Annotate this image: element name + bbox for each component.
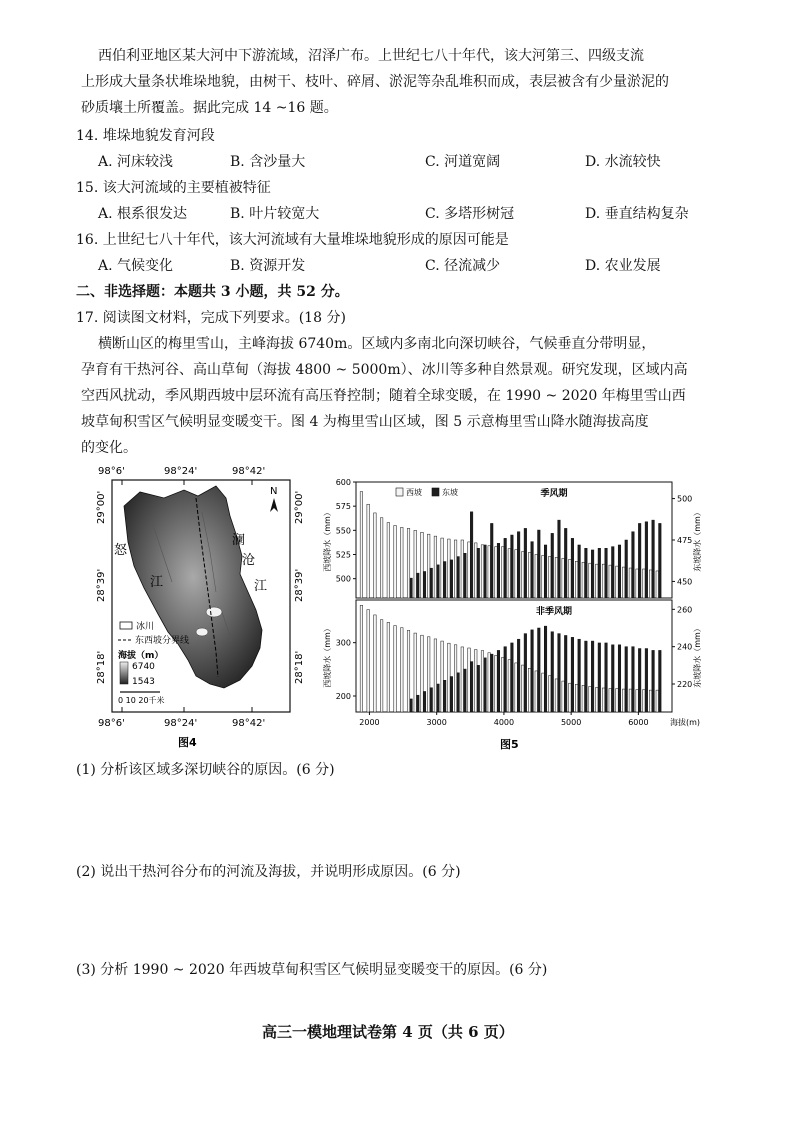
east-slope-bar <box>524 634 527 712</box>
east-slope-bar <box>591 550 594 598</box>
west-slope-bar <box>656 571 659 598</box>
elevation-legend-max: 6740 <box>132 662 155 672</box>
scale-bar-label: 0 10 20千米 <box>118 696 165 705</box>
east-slope-bar <box>618 545 621 598</box>
east-slope-bar <box>625 540 628 598</box>
east-slope-bar <box>551 632 554 712</box>
east-slope-bar <box>645 522 648 598</box>
west-slope-bar <box>401 527 404 598</box>
east-slope-bar <box>618 645 621 712</box>
question-14-stem: 14. 堆垛地貌发育河段 <box>76 128 215 144</box>
west-slope-bar <box>616 566 619 598</box>
lat-label-left-1: 29°00' <box>96 490 107 524</box>
glacier-legend-label: 冰川 <box>136 622 155 632</box>
west-slope-bar <box>360 492 363 598</box>
river-label-nujiang-1: 怒 <box>114 543 128 558</box>
passage-line-3: 砂质壤土所覆盖。据此完成 14 ~16 题。 <box>81 100 338 116</box>
west-slope-bar <box>367 504 370 598</box>
east-slope-bar <box>517 639 520 712</box>
y-axis-label-right: 东坡降水（mm） <box>693 624 702 688</box>
glacier-patch <box>196 628 208 636</box>
east-slope-bar <box>531 542 534 598</box>
east-slope-bar <box>450 677 453 712</box>
west-slope-bar <box>522 552 525 598</box>
east-slope-bar <box>632 647 635 712</box>
west-slope-bar <box>602 564 605 598</box>
q17-line-2: 孕育有干热河谷、高山草甸（海拔 4800 ~ 5000m）、冰川等多种自然景观。研究发现，区域内高 <box>81 362 688 378</box>
y-tick-label-left: 525 <box>335 550 351 560</box>
y-tick-label-right: 240 <box>677 642 693 652</box>
east-slope-bar <box>484 545 487 598</box>
east-slope-bar <box>504 647 507 712</box>
east-slope-bar <box>417 695 420 712</box>
west-slope-bar <box>582 685 585 712</box>
lat-label-right-1: 29°00' <box>294 490 305 524</box>
east-slope-bar <box>564 635 567 712</box>
west-slope-bar <box>387 523 390 598</box>
west-slope-bar <box>528 553 531 598</box>
west-slope-bar <box>569 559 572 598</box>
west-slope-bar <box>656 690 659 712</box>
west-slope-bar <box>575 561 578 598</box>
east-slope-bar <box>578 545 581 598</box>
west-slope-bar <box>414 633 417 712</box>
east-slope-bar <box>585 641 588 712</box>
west-slope-bar <box>522 665 525 712</box>
east-slope-bar <box>531 630 534 712</box>
west-slope-bar <box>535 671 538 712</box>
x-tick-label: 4000 <box>493 718 515 727</box>
west-slope-bar <box>609 565 612 598</box>
east-slope-bar <box>490 654 493 712</box>
river-label-lancang-2: 沧 <box>242 553 256 568</box>
west-slope-bar <box>555 679 558 712</box>
west-slope-bar <box>602 688 605 712</box>
x-tick-label: 3000 <box>426 718 447 727</box>
west-slope-bar <box>542 555 545 598</box>
east-slope-bar <box>558 634 561 712</box>
east-slope-bar <box>511 535 514 598</box>
east-slope-bar <box>585 548 588 598</box>
legend-east-label: 东坡 <box>442 488 458 497</box>
west-slope-bar <box>488 653 491 712</box>
y-tick-label-left: 575 <box>335 502 351 512</box>
west-slope-bar <box>555 557 558 598</box>
lon-label-top-1: 98°6' <box>98 466 125 477</box>
figure-4-map <box>92 462 310 752</box>
y-tick-label-right: 260 <box>677 605 693 615</box>
lat-label-right-3: 28°18' <box>294 650 305 684</box>
glacier-legend-swatch <box>120 622 132 629</box>
west-slope-bar <box>441 641 444 712</box>
east-slope-bar <box>437 684 440 712</box>
question-14-option-a[interactable]: A. 河床较浅 <box>98 154 174 170</box>
east-slope-bar <box>652 650 655 712</box>
legend-east-swatch <box>432 488 439 496</box>
lon-label-top-3: 98°42' <box>232 466 266 477</box>
west-slope-bar <box>582 562 585 598</box>
y-tick-label-left: 300 <box>335 638 351 648</box>
west-slope-bar <box>542 673 545 712</box>
west-slope-bar <box>380 518 383 598</box>
west-slope-bar <box>562 558 565 598</box>
west-slope-bar <box>468 542 471 598</box>
q17-sub-3: (3) 分析 1990 ~ 2020 年西坡草甸积雪区气候明显变暖变干的原因。(6 分) <box>76 962 548 978</box>
west-slope-bar <box>387 622 390 712</box>
east-slope-bar <box>504 538 507 598</box>
east-slope-bar <box>524 528 527 598</box>
east-slope-bar <box>558 520 561 598</box>
west-slope-bar <box>427 534 430 598</box>
east-slope-bar <box>645 649 648 712</box>
chart-panel-title: 非季风期 <box>535 607 573 617</box>
west-slope-bar <box>434 639 437 712</box>
question-16-option-c[interactable]: C. 径流减少 <box>425 258 501 274</box>
west-slope-bar <box>481 651 484 712</box>
west-slope-bar <box>501 658 504 712</box>
east-slope-bar <box>423 571 426 598</box>
east-slope-bar <box>625 647 628 712</box>
east-slope-bar <box>410 578 413 598</box>
east-slope-bar <box>443 680 446 712</box>
east-slope-bar <box>490 523 493 598</box>
west-slope-bar <box>434 536 437 598</box>
west-slope-bar <box>643 690 646 712</box>
west-slope-bar <box>629 689 632 712</box>
west-slope-bar <box>414 530 417 598</box>
question-15-option-a[interactable]: A. 根系很发达 <box>98 206 188 222</box>
east-slope-bar <box>457 673 460 712</box>
east-slope-bar <box>470 662 473 712</box>
q17-sub-1: (1) 分析该区域多深切峡谷的原因。(6 分) <box>76 762 335 778</box>
east-slope-bar <box>578 639 581 712</box>
y-axis-label-left: 西坡降水（mm） <box>323 508 332 572</box>
section-2-heading: 二、非选择题：本题共 3 小题，共 52 分。 <box>76 284 349 300</box>
west-slope-bar <box>454 645 457 712</box>
west-slope-bar <box>501 547 504 598</box>
question-15-option-b[interactable]: B. 叶片较宽大 <box>230 206 320 222</box>
east-slope-bar <box>652 520 655 598</box>
y-tick-label-right: 500 <box>677 494 693 504</box>
y-axis-label-left: 西坡降水（mm） <box>323 624 332 688</box>
question-16-option-b[interactable]: B. 资源开发 <box>230 258 306 274</box>
west-slope-bar <box>636 690 639 712</box>
east-slope-bar <box>611 547 614 598</box>
west-slope-bar <box>515 550 518 598</box>
east-slope-bar <box>497 650 500 712</box>
question-15-stem: 15. 该大河流域的主要植被特征 <box>76 180 271 196</box>
east-slope-bar <box>544 626 547 712</box>
west-slope-bar <box>508 549 511 598</box>
question-16-option-d[interactable]: D. 农业发展 <box>585 258 661 274</box>
west-slope-bar <box>508 660 511 712</box>
west-slope-bar <box>595 687 598 712</box>
y-tick-label-right: 475 <box>677 536 693 545</box>
lat-label-left-3: 28°18' <box>96 650 107 684</box>
east-slope-bar <box>470 512 473 598</box>
east-slope-bar <box>538 628 541 712</box>
east-slope-bar <box>437 565 440 598</box>
question-16-stem: 16. 上世纪七八十年代，该大河流域有大量堆垛地貌形成的原因可能是 <box>76 232 509 248</box>
east-slope-bar <box>551 533 554 598</box>
west-slope-bar <box>495 655 498 712</box>
east-slope-bar <box>659 650 662 712</box>
x-tick-label: 6000 <box>628 718 649 727</box>
west-slope-bar <box>374 615 377 712</box>
west-slope-bar <box>528 668 531 712</box>
west-slope-bar <box>616 689 619 712</box>
east-slope-bar <box>423 691 426 712</box>
west-slope-bar <box>515 663 518 712</box>
question-14-option-b[interactable]: B. 含沙量大 <box>230 154 306 170</box>
east-slope-bar <box>450 560 453 598</box>
west-slope-bar <box>441 538 444 598</box>
west-slope-bar <box>643 569 646 598</box>
west-slope-bar <box>394 626 397 712</box>
question-14-option-c[interactable]: C. 河道宽阔 <box>425 154 501 170</box>
east-slope-bar <box>511 643 514 712</box>
y-tick-label-right: 220 <box>677 680 693 689</box>
east-slope-bar <box>517 532 520 598</box>
west-slope-bar <box>360 605 363 712</box>
east-slope-bar <box>638 523 641 598</box>
west-slope-bar <box>474 650 477 712</box>
legend-west-swatch <box>396 488 403 496</box>
west-slope-bar <box>548 676 551 712</box>
west-slope-bar <box>401 628 404 712</box>
east-slope-bar <box>632 532 635 598</box>
west-slope-bar <box>548 556 551 598</box>
river-label-nujiang-2: 江 <box>150 575 164 590</box>
west-slope-bar <box>407 630 410 712</box>
east-slope-bar <box>430 568 433 598</box>
east-slope-bar <box>611 645 614 712</box>
question-15-option-c[interactable]: C. 多塔形树冠 <box>425 206 515 222</box>
north-label: N <box>270 486 278 497</box>
divide-legend-label: 东西坡分界线 <box>135 636 190 646</box>
elevation-legend-title: 海拔（m） <box>118 651 164 661</box>
east-slope-bar <box>477 548 480 598</box>
river-label-lancang-3: 江 <box>254 579 268 594</box>
east-slope-bar <box>544 545 547 598</box>
west-slope-bar <box>595 564 598 598</box>
west-slope-bar <box>488 546 491 598</box>
west-slope-bar <box>407 528 410 598</box>
q17-sub-2: (2) 说出干热河谷分布的河流及海拔，并说明形成原因。(6 分) <box>76 864 461 880</box>
lon-label-top-2: 98°24' <box>164 466 198 477</box>
lon-label-bottom-2: 98°24' <box>164 718 198 729</box>
east-slope-bar <box>443 562 446 598</box>
east-slope-bar <box>571 637 574 712</box>
glacier-patch <box>206 607 222 617</box>
east-slope-bar <box>638 649 641 712</box>
q17-line-3: 空西风扰动，季风期西坡中层环流有高压脊控制；随着全球变暖，在 1990 ~ 2020 年梅里雪山西 <box>81 388 686 404</box>
east-slope-bar <box>484 658 487 712</box>
y-tick-label-left: 500 <box>335 574 351 584</box>
west-slope-bar <box>474 543 477 598</box>
west-slope-bar <box>421 532 424 598</box>
west-slope-bar <box>380 620 383 712</box>
west-slope-bar <box>468 648 471 712</box>
east-slope-bar <box>605 643 608 712</box>
east-slope-bar <box>457 557 460 598</box>
east-slope-bar <box>659 523 662 598</box>
lat-label-left-2: 28°39' <box>96 568 107 602</box>
passage-line-1: 西伯利亚地区某大河中下游流域，沼泽广布。上世纪七八十年代，该大河第三、四级支流 <box>98 48 644 64</box>
west-slope-bar <box>394 526 397 599</box>
chart-panel-title: 季风期 <box>540 489 568 499</box>
q17-line-4: 坡草甸积雪区气候明显变暖变干。图 4 为梅里雪山区域，图 5 示意梅里雪山降水随海拔高度 <box>81 414 649 430</box>
question-17-stem: 17. 阅读图文材料，完成下列要求。(18 分) <box>76 310 346 326</box>
figure-5-caption: 图5 <box>500 738 519 751</box>
west-slope-bar <box>461 647 464 712</box>
west-slope-bar <box>495 547 498 598</box>
east-slope-bar <box>564 528 567 598</box>
west-slope-bar <box>589 563 592 598</box>
figure-4-caption: 图4 <box>178 736 197 749</box>
elevation-legend-bar <box>120 662 128 684</box>
west-slope-bar <box>454 540 457 598</box>
lon-label-bottom-1: 98°6' <box>98 718 125 729</box>
east-slope-bar <box>605 548 608 598</box>
west-slope-bar <box>636 569 639 598</box>
west-slope-bar <box>649 570 652 598</box>
west-slope-bar <box>481 545 484 598</box>
west-slope-bar <box>589 686 592 712</box>
west-slope-bar <box>562 681 565 712</box>
west-slope-bar <box>629 568 632 598</box>
legend-west-label: 西坡 <box>406 488 422 497</box>
west-slope-bar <box>622 689 625 712</box>
page-footer: 高三一模地理试卷第 4 页（共 6 页） <box>262 1023 514 1041</box>
y-tick-label-left: 200 <box>335 692 351 701</box>
west-slope-bar <box>649 690 652 712</box>
y-tick-label-right: 450 <box>677 577 693 587</box>
lon-label-bottom-3: 98°42' <box>232 718 266 729</box>
passage-line-2: 上形成大量条状堆垛地貌，由树干、枝叶、碎屑、淤泥等杂乱堆积而成，表层被含有少量淤泥的 <box>81 74 669 90</box>
west-slope-bar <box>374 513 377 598</box>
west-slope-bar <box>448 539 451 598</box>
question-15-option-d[interactable]: D. 垂直结构复杂 <box>585 206 689 222</box>
x-axis-label: 海拔(m) <box>670 718 701 727</box>
figure-5-chart <box>316 476 710 752</box>
east-slope-bar <box>497 543 500 598</box>
east-slope-bar <box>598 643 601 712</box>
x-tick-label: 2000 <box>359 718 380 727</box>
elevation-legend-min: 1543 <box>132 677 155 687</box>
east-slope-bar <box>410 699 413 712</box>
west-slope-bar <box>575 684 578 712</box>
question-16-option-a[interactable]: A. 气候变化 <box>98 258 174 274</box>
y-tick-label-left: 550 <box>335 526 351 536</box>
east-slope-bar <box>464 553 467 598</box>
west-slope-bar <box>535 555 538 599</box>
west-slope-bar <box>427 637 430 712</box>
east-slope-bar <box>571 538 574 598</box>
q17-line-1: 横断山区的梅里雪山，主峰海拔 6740m。区域内多南北向深切峡谷，气候垂直分带明显， <box>98 336 656 352</box>
east-slope-bar <box>464 669 467 712</box>
west-slope-bar <box>461 540 464 598</box>
q17-line-5: 的变化。 <box>81 440 137 456</box>
east-slope-bar <box>430 688 433 712</box>
west-slope-bar <box>448 643 451 712</box>
west-slope-bar <box>367 610 370 712</box>
west-slope-bar <box>609 689 612 712</box>
question-14-option-d[interactable]: D. 水流较快 <box>585 154 661 170</box>
west-slope-bar <box>622 567 625 598</box>
y-axis-label-right: 东坡降水（mm） <box>693 508 702 572</box>
west-slope-bar <box>569 683 572 712</box>
east-slope-bar <box>477 665 480 712</box>
lat-label-right-2: 28°39' <box>294 568 305 602</box>
west-slope-bar <box>421 635 424 712</box>
east-slope-bar <box>591 641 594 712</box>
river-label-lancang-1: 澜 <box>232 533 246 548</box>
x-tick-label: 5000 <box>560 718 582 727</box>
east-slope-bar <box>598 548 601 598</box>
east-slope-bar <box>417 573 420 598</box>
y-tick-label-left: 600 <box>335 478 351 487</box>
east-slope-bar <box>538 530 541 598</box>
